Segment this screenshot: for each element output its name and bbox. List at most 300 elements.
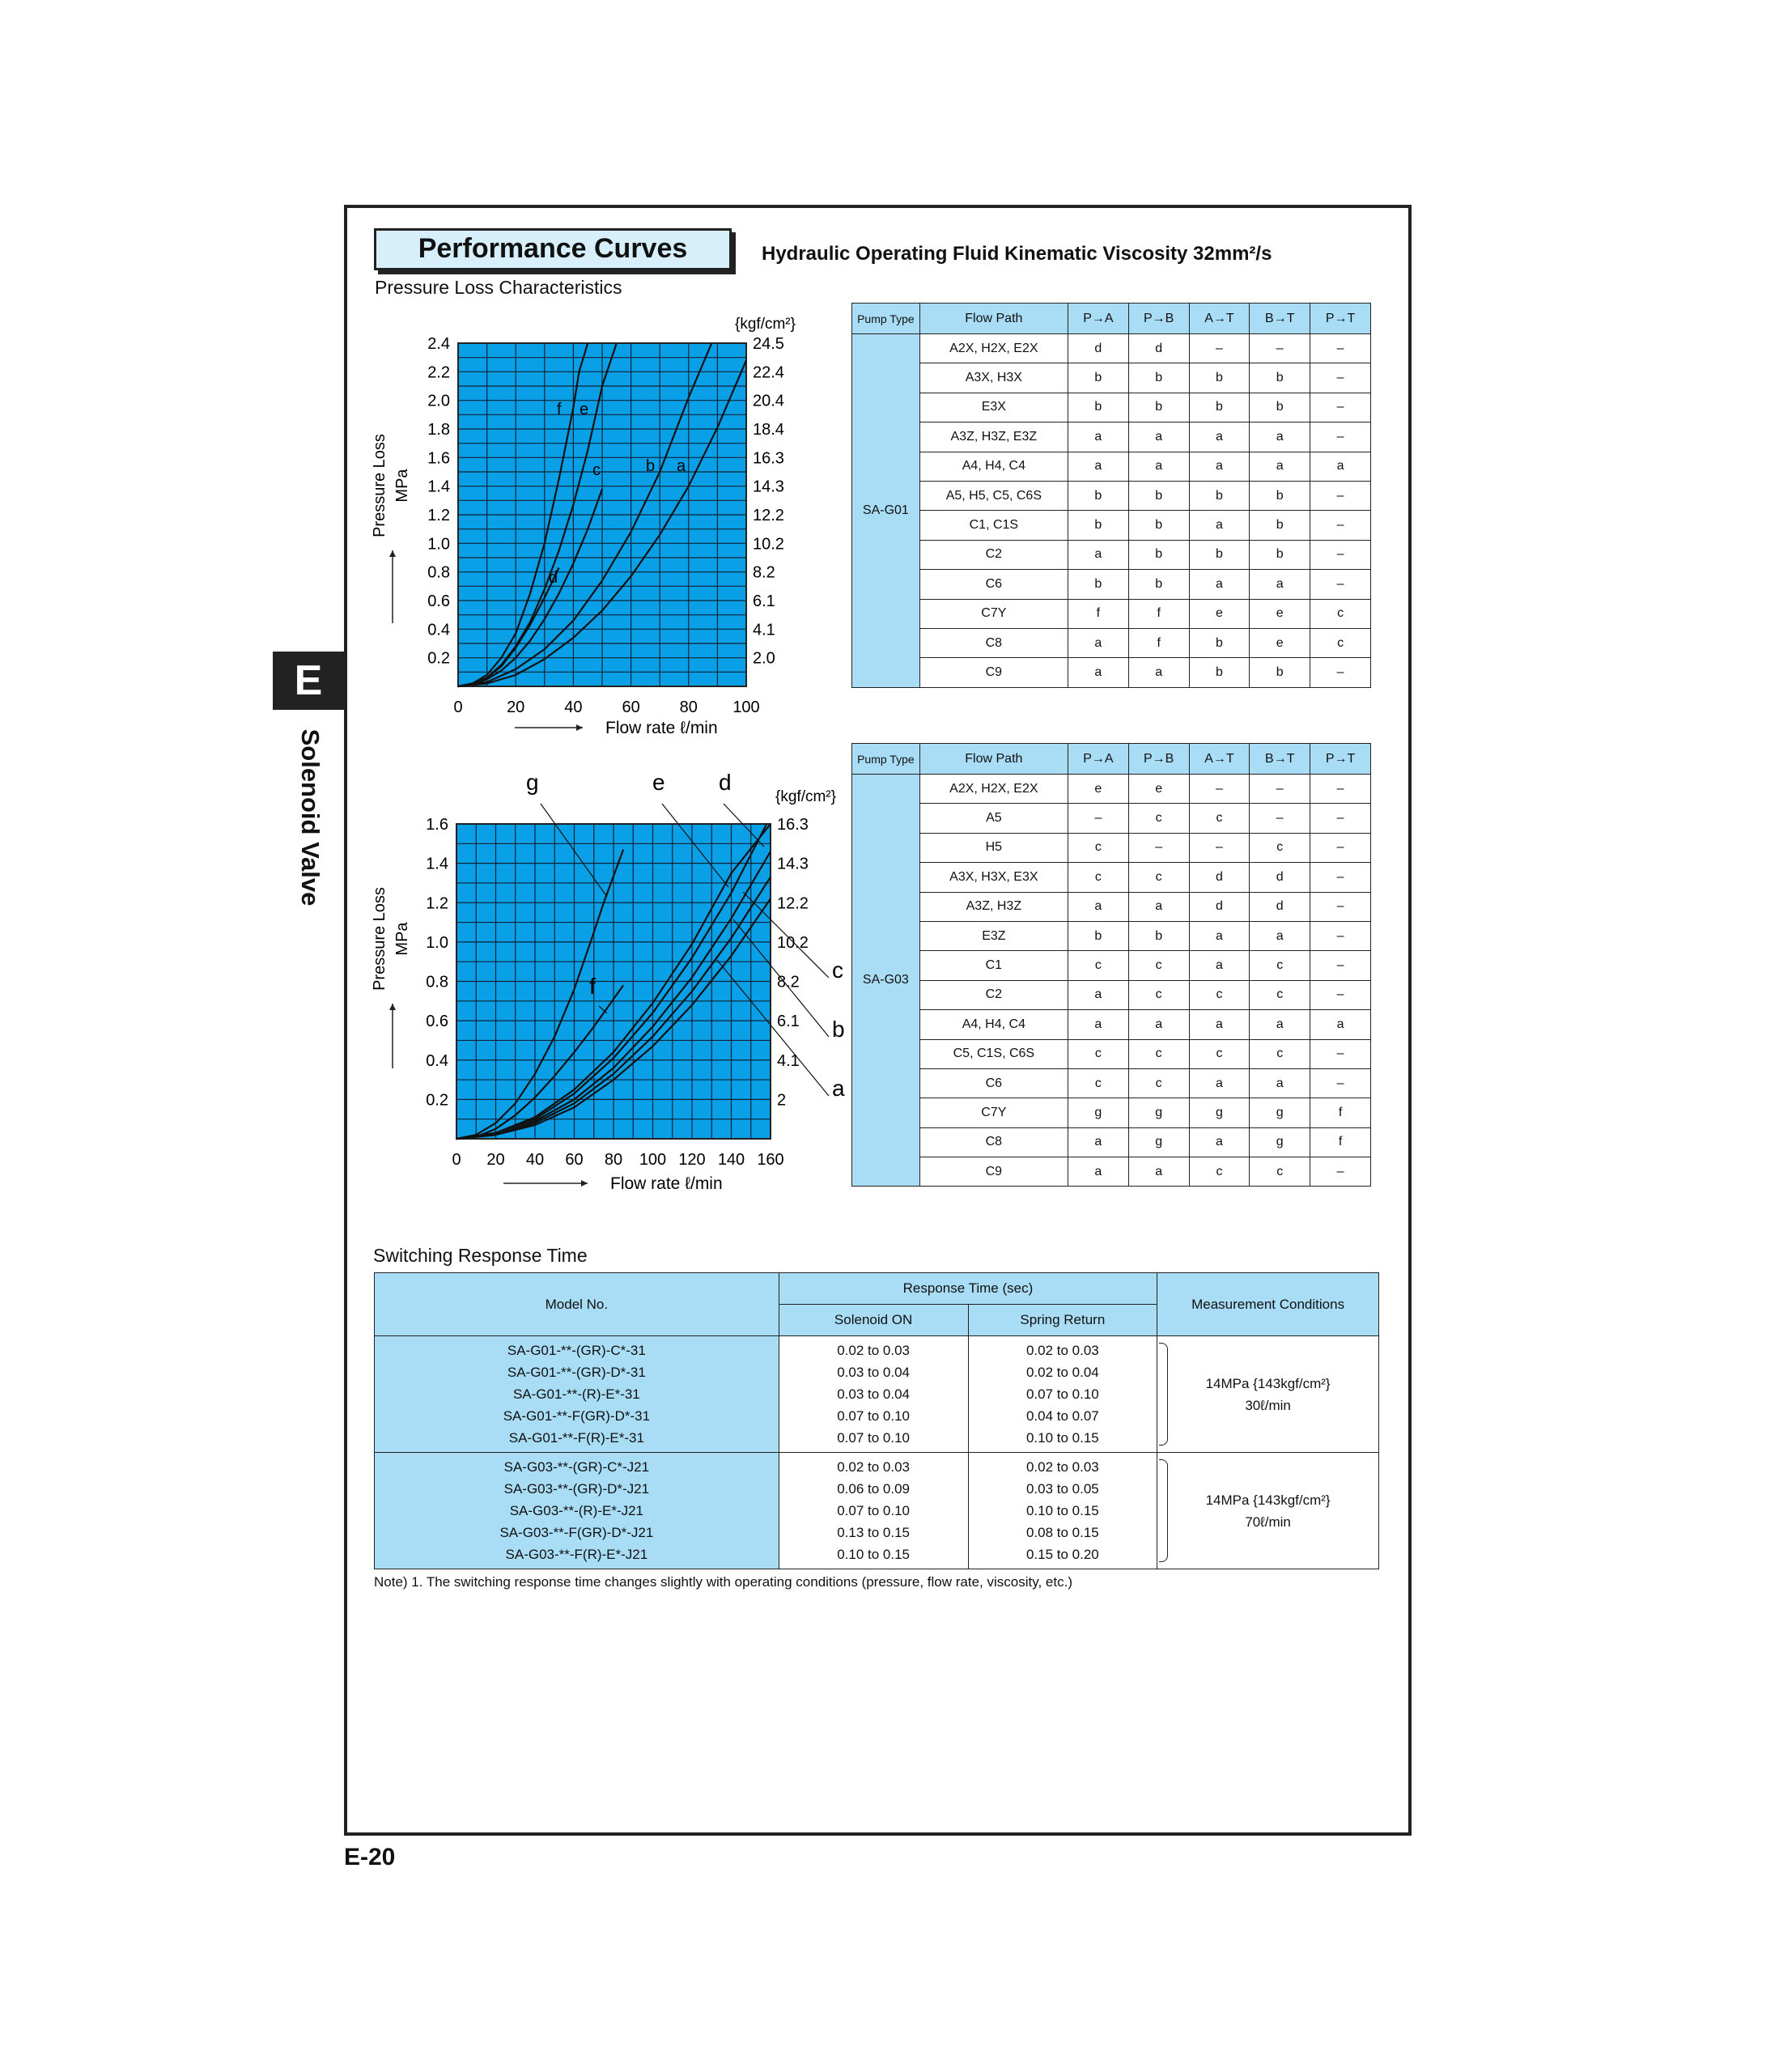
flow-path-cell: A5, H5, C5, C6S bbox=[919, 481, 1068, 510]
curve-cell: – bbox=[1310, 481, 1371, 510]
curve-cell: c bbox=[1250, 1039, 1310, 1068]
curve-cell: f bbox=[1068, 599, 1128, 628]
measurement-conditions bbox=[1157, 1453, 1379, 1569]
y2-tick-label: 6.1 bbox=[753, 592, 775, 610]
curve-cell: a bbox=[1189, 1127, 1250, 1157]
curve-cell: – bbox=[1189, 833, 1250, 862]
curve-cell: – bbox=[1250, 804, 1310, 833]
y-tick-label: 0.6 bbox=[427, 592, 450, 610]
flow-path-cell: H5 bbox=[919, 833, 1068, 862]
spring-return-values-line: 0.10 to 0.15 bbox=[1025, 1503, 1099, 1518]
table-row bbox=[852, 393, 1371, 422]
flow-path-cell: C5, C1S, C6S bbox=[919, 1039, 1068, 1068]
column-header: P→A bbox=[1068, 304, 1128, 334]
y-tick-label: 1.4 bbox=[426, 855, 448, 873]
section-tab: E bbox=[273, 652, 344, 710]
y2-tick-label: 2 bbox=[777, 1091, 787, 1110]
curve-cell: a bbox=[1128, 658, 1189, 687]
curve-cell: – bbox=[1310, 863, 1371, 892]
flow-path-cell: A5 bbox=[919, 804, 1068, 833]
curve-cell: a bbox=[1068, 980, 1128, 1009]
curve-cell: a bbox=[1250, 452, 1310, 481]
curve-cell: f bbox=[1310, 1127, 1371, 1157]
curve-cell: b bbox=[1189, 363, 1250, 393]
curve-cell: c bbox=[1128, 951, 1189, 980]
solenoid-on-values-line: 0.10 to 0.15 bbox=[837, 1547, 911, 1562]
model-list-line: SA-G03-**-(GR)-D*-J21 bbox=[503, 1481, 650, 1497]
y-tick-label: 2.0 bbox=[427, 392, 450, 410]
spring-return-values bbox=[968, 1453, 1157, 1569]
spring-return-values-line: 0.02 to 0.03 bbox=[1025, 1459, 1099, 1475]
curve-cell: b bbox=[1189, 393, 1250, 422]
flow-path-cell: C9 bbox=[919, 658, 1068, 687]
model-list-line: SA-G03-**-F(GR)-D*-J21 bbox=[499, 1525, 654, 1540]
curve-cell: a bbox=[1189, 921, 1250, 950]
y-tick-label: 2.4 bbox=[427, 335, 450, 353]
curve-cell: b bbox=[1189, 628, 1250, 657]
curve-cell: – bbox=[1128, 833, 1189, 862]
y2-unit-label: {kgf/cm²} bbox=[775, 788, 836, 805]
curve-cell: – bbox=[1310, 892, 1371, 921]
curve-cell: – bbox=[1310, 1157, 1371, 1187]
curve-cell: a bbox=[1128, 422, 1189, 452]
table-row bbox=[852, 363, 1371, 393]
switching-response-table bbox=[374, 1272, 1379, 1569]
column-header: P→B bbox=[1128, 304, 1189, 334]
flow-path-cell: A4, H4, C4 bbox=[919, 1010, 1068, 1039]
flow-path-cell: C6 bbox=[919, 570, 1068, 599]
pressure-loss-heading: Pressure Loss Characteristics bbox=[375, 277, 622, 298]
model-list-line: SA-G01-**-(GR)-C*-31 bbox=[507, 1343, 646, 1358]
solenoid-on-values-line: 0.07 to 0.10 bbox=[837, 1408, 911, 1424]
curve-cell: b bbox=[1250, 658, 1310, 687]
y-axis-title: Pressure Loss bbox=[371, 887, 388, 991]
y-tick-label: 1.0 bbox=[427, 535, 450, 554]
table-row bbox=[852, 658, 1371, 687]
arrow-head-icon bbox=[576, 724, 583, 731]
curve-cell: – bbox=[1310, 363, 1371, 393]
x-tick-label: 80 bbox=[604, 1151, 623, 1169]
model-list bbox=[375, 1453, 779, 1569]
x-axis-title: Flow rate ℓ/min bbox=[605, 719, 718, 737]
curve-cell: – bbox=[1250, 775, 1310, 804]
brace-icon bbox=[1159, 1343, 1168, 1446]
column-header: P→B bbox=[1128, 744, 1189, 775]
curve-cell: e bbox=[1250, 599, 1310, 628]
curve-cell: b bbox=[1128, 393, 1189, 422]
curve-cell: c bbox=[1189, 804, 1250, 833]
spring-return-values-line: 0.02 to 0.04 bbox=[1025, 1365, 1099, 1380]
y-tick-label: 1.4 bbox=[427, 478, 450, 496]
curve-cell: a bbox=[1068, 658, 1128, 687]
x-tick-label: 0 bbox=[453, 698, 463, 716]
curve-cell: b bbox=[1128, 511, 1189, 540]
solenoid-on-values bbox=[779, 1336, 968, 1453]
table-row bbox=[852, 804, 1371, 833]
curve-cell: f bbox=[1310, 1098, 1371, 1127]
curve-cell: e bbox=[1068, 775, 1128, 804]
curve-cell: b bbox=[1128, 570, 1189, 599]
series-label-e: e bbox=[580, 401, 589, 418]
model-list bbox=[375, 1336, 779, 1453]
curve-cell: b bbox=[1068, 921, 1128, 950]
arrow-head-icon bbox=[389, 550, 396, 557]
spring-return-values-line: 0.10 to 0.15 bbox=[1025, 1430, 1099, 1446]
curve-cell: b bbox=[1250, 511, 1310, 540]
curve-cell: c bbox=[1128, 1068, 1189, 1098]
model-header: Model No. bbox=[375, 1273, 779, 1336]
curve-cell: a bbox=[1310, 452, 1371, 481]
y-tick-label: 0.4 bbox=[427, 621, 450, 639]
solenoid-on-values-line: 0.07 to 0.10 bbox=[837, 1503, 911, 1518]
y2-tick-label: 8.2 bbox=[777, 973, 800, 991]
table-row bbox=[852, 511, 1371, 540]
curve-cell: c bbox=[1189, 980, 1250, 1009]
x-tick-label: 80 bbox=[679, 698, 698, 716]
curve-cell: – bbox=[1310, 980, 1371, 1009]
series-label-f: f bbox=[589, 974, 596, 999]
curve-cell: c bbox=[1189, 1157, 1250, 1187]
x-axis-title: Flow rate ℓ/min bbox=[610, 1174, 723, 1193]
pump-type-cell: SA-G03 bbox=[852, 775, 920, 1187]
curve-cell: – bbox=[1189, 334, 1250, 363]
curve-cell: g bbox=[1250, 1127, 1310, 1157]
y2-tick-label: 8.2 bbox=[753, 563, 775, 582]
table-row bbox=[852, 1098, 1371, 1127]
curve-cell: a bbox=[1250, 1010, 1310, 1039]
column-header: A→T bbox=[1189, 304, 1250, 334]
curve-cell: c bbox=[1128, 1039, 1189, 1068]
x-tick-label: 100 bbox=[639, 1151, 667, 1169]
y-tick-label: 0.8 bbox=[426, 973, 448, 991]
curve-cell: a bbox=[1189, 570, 1250, 599]
column-header: Pump Type bbox=[852, 744, 920, 775]
column-header: P→T bbox=[1310, 744, 1371, 775]
table-row bbox=[852, 1157, 1371, 1187]
curve-cell: a bbox=[1068, 540, 1128, 569]
curve-cell: – bbox=[1310, 658, 1371, 687]
y-tick-label: 1.6 bbox=[426, 816, 448, 834]
curve-cell: b bbox=[1068, 511, 1128, 540]
page-number: E-20 bbox=[344, 1844, 396, 1870]
curve-cell: e bbox=[1250, 628, 1310, 657]
model-list-line: SA-G03-**-F(R)-E*-J21 bbox=[505, 1547, 648, 1562]
x-tick-label: 0 bbox=[452, 1151, 461, 1169]
curve-cell: a bbox=[1128, 1010, 1189, 1039]
brace-icon bbox=[1159, 1459, 1168, 1562]
y2-tick-label: 20.4 bbox=[753, 392, 784, 410]
flow-path-cell: C2 bbox=[919, 980, 1068, 1009]
curve-cell: d bbox=[1128, 334, 1189, 363]
y-tick-label: 0.4 bbox=[426, 1051, 448, 1070]
spring-return-values-line: 0.03 to 0.05 bbox=[1025, 1481, 1099, 1497]
x-tick-label: 40 bbox=[564, 698, 583, 716]
table-row bbox=[852, 334, 1371, 363]
y2-tick-label: 4.1 bbox=[753, 621, 775, 639]
page-title: Performance Curves bbox=[374, 228, 732, 270]
y-tick-label: 1.8 bbox=[427, 421, 450, 439]
curve-cell: a bbox=[1128, 1157, 1189, 1187]
y2-tick-label: 10.2 bbox=[753, 535, 784, 554]
curve-cell: a bbox=[1068, 1127, 1128, 1157]
flow-path-cell: A3Z, H3Z, E3Z bbox=[919, 422, 1068, 452]
y-axis-unit: MPa bbox=[393, 469, 411, 503]
flow-path-cell: C7Y bbox=[919, 1098, 1068, 1127]
flow-path-cell: C8 bbox=[919, 628, 1068, 657]
switching-response-heading: Switching Response Time bbox=[373, 1245, 588, 1266]
curve-cell: g bbox=[1128, 1098, 1189, 1127]
column-header: P→A bbox=[1068, 744, 1128, 775]
response-note: Note) 1. The switching response time changes slightly with operating conditions (pressure, flow rate, viscosity, etc.) bbox=[374, 1574, 1072, 1590]
curve-cell: – bbox=[1189, 775, 1250, 804]
conditions-header: Measurement Conditions bbox=[1157, 1273, 1379, 1336]
flow-path-cell: C1, C1S bbox=[919, 511, 1068, 540]
column-header: B→T bbox=[1250, 304, 1310, 334]
curve-cell: – bbox=[1310, 511, 1371, 540]
table-row bbox=[852, 1068, 1371, 1098]
response-group-row bbox=[375, 1336, 1379, 1453]
curve-cell: b bbox=[1068, 363, 1128, 393]
column-header: Flow Path bbox=[919, 304, 1068, 334]
spring-return-header: Spring Return bbox=[968, 1305, 1157, 1336]
column-header: Pump Type bbox=[852, 304, 920, 334]
curve-cell: e bbox=[1189, 599, 1250, 628]
flow-path-cell: A3Z, H3Z bbox=[919, 892, 1068, 921]
y2-tick-label: 4.1 bbox=[777, 1051, 800, 1070]
flow-path-cell: A2X, H2X, E2X bbox=[919, 334, 1068, 363]
arrow-head-icon bbox=[389, 1004, 396, 1010]
series-label-f: f bbox=[557, 401, 562, 418]
curve-cell: b bbox=[1128, 921, 1189, 950]
curve-cell: e bbox=[1128, 775, 1189, 804]
curve-cell: c bbox=[1189, 1039, 1250, 1068]
series-label-a: a bbox=[832, 1076, 845, 1101]
y2-tick-label: 6.1 bbox=[777, 1013, 800, 1031]
table-row bbox=[852, 570, 1371, 599]
table-row bbox=[852, 775, 1371, 804]
model-list-line: SA-G01-**-(GR)-D*-31 bbox=[507, 1365, 646, 1380]
y2-tick-label: 22.4 bbox=[753, 363, 784, 382]
curve-cell: c bbox=[1128, 804, 1189, 833]
curve-cell: d bbox=[1189, 863, 1250, 892]
model-list-line: SA-G01-**-F(R)-E*-31 bbox=[508, 1430, 644, 1446]
curve-cell: c bbox=[1068, 1039, 1128, 1068]
condition-line: 30ℓ/min bbox=[1245, 1397, 1291, 1413]
table-row bbox=[852, 1010, 1371, 1039]
curve-cell: a bbox=[1068, 892, 1128, 921]
curve-cell: a bbox=[1068, 422, 1128, 452]
solenoid-on-values-line: 0.02 to 0.03 bbox=[837, 1459, 911, 1475]
curve-cell: c bbox=[1250, 980, 1310, 1009]
spring-return-values-line: 0.15 to 0.20 bbox=[1025, 1547, 1099, 1562]
curve-cell: a bbox=[1128, 892, 1189, 921]
series-label-c: c bbox=[832, 957, 843, 983]
curve-cell: c bbox=[1068, 951, 1128, 980]
column-header: Flow Path bbox=[919, 744, 1068, 775]
series-label-e: e bbox=[652, 770, 665, 795]
table-row bbox=[852, 980, 1371, 1009]
flow-path-cell: C7Y bbox=[919, 599, 1068, 628]
flow-path-cell: E3Z bbox=[919, 921, 1068, 950]
series-label-a: a bbox=[677, 457, 686, 475]
curve-cell: a bbox=[1128, 452, 1189, 481]
y2-unit-label: {kgf/cm²} bbox=[735, 316, 796, 333]
curve-cell: g bbox=[1189, 1098, 1250, 1127]
pump-type-cell: SA-G01 bbox=[852, 334, 920, 688]
curve-cell: a bbox=[1250, 570, 1310, 599]
model-list-line: SA-G01-**-F(GR)-D*-31 bbox=[503, 1408, 651, 1424]
curve-cell: b bbox=[1068, 393, 1128, 422]
solenoid-on-values-line: 0.03 to 0.04 bbox=[837, 1386, 911, 1402]
series-label-d: d bbox=[549, 569, 558, 587]
arrow-head-icon bbox=[581, 1180, 588, 1187]
x-tick-label: 100 bbox=[732, 698, 760, 716]
curve-cell: b bbox=[1189, 481, 1250, 510]
y-tick-label: 0.8 bbox=[427, 563, 450, 582]
y2-tick-label: 18.4 bbox=[753, 421, 784, 439]
curve-cell: c bbox=[1128, 863, 1189, 892]
table-row bbox=[852, 833, 1371, 862]
curve-cell: b bbox=[1250, 363, 1310, 393]
table-row bbox=[852, 452, 1371, 481]
spring-return-values-line: 0.07 to 0.10 bbox=[1025, 1386, 1099, 1402]
y2-tick-label: 14.3 bbox=[753, 478, 784, 496]
curve-cell: b bbox=[1189, 658, 1250, 687]
table-row bbox=[852, 951, 1371, 980]
y-tick-label: 1.2 bbox=[427, 507, 450, 524]
series-label-b: b bbox=[832, 1017, 845, 1042]
curve-cell: a bbox=[1068, 452, 1128, 481]
flow-path-cell: C2 bbox=[919, 540, 1068, 569]
y2-tick-label: 16.3 bbox=[753, 449, 784, 468]
x-tick-label: 60 bbox=[565, 1151, 584, 1169]
y2-tick-label: 10.2 bbox=[777, 933, 809, 952]
y-tick-label: 1.2 bbox=[426, 894, 448, 913]
solenoid-on-values-line: 0.06 to 0.09 bbox=[837, 1481, 911, 1497]
table-row bbox=[852, 599, 1371, 628]
viscosity-subtitle: Hydraulic Operating Fluid Kinematic Viscosity 32mm²/s bbox=[762, 243, 1272, 265]
curve-cell: a bbox=[1068, 1157, 1128, 1187]
x-tick-label: 120 bbox=[678, 1151, 706, 1169]
curve-cell: – bbox=[1250, 334, 1310, 363]
table-row bbox=[852, 628, 1371, 657]
series-label-d: d bbox=[719, 770, 732, 795]
x-tick-label: 60 bbox=[622, 698, 640, 716]
curve-cell: b bbox=[1189, 540, 1250, 569]
curve-cell: d bbox=[1189, 892, 1250, 921]
curve-cell: c bbox=[1068, 863, 1128, 892]
flow-path-cell: C8 bbox=[919, 1127, 1068, 1157]
table-row bbox=[852, 863, 1371, 892]
curve-cell: c bbox=[1068, 833, 1128, 862]
model-list-line: SA-G03-**-(R)-E*-J21 bbox=[509, 1503, 644, 1518]
solenoid-on-values-line: 0.03 to 0.04 bbox=[837, 1365, 911, 1380]
y2-tick-label: 24.5 bbox=[753, 335, 784, 353]
solenoid-on-values-line: 0.13 to 0.15 bbox=[837, 1525, 911, 1540]
y-tick-label: 0.2 bbox=[426, 1091, 448, 1110]
table-row bbox=[852, 1127, 1371, 1157]
curve-cell: – bbox=[1310, 833, 1371, 862]
solenoid-on-header: Solenoid ON bbox=[779, 1305, 968, 1336]
curve-cell: – bbox=[1310, 1039, 1371, 1068]
curve-cell: – bbox=[1310, 540, 1371, 569]
flow-path-cell: A3X, H3X, E3X bbox=[919, 863, 1068, 892]
y2-tick-label: 2.0 bbox=[753, 649, 775, 668]
y-tick-label: 0.2 bbox=[427, 649, 450, 668]
curve-cell: b bbox=[1128, 363, 1189, 393]
response-time-header: Response Time (sec) bbox=[779, 1273, 1157, 1305]
curve-cell: a bbox=[1250, 1068, 1310, 1098]
column-header: B→T bbox=[1250, 744, 1310, 775]
curve-cell: – bbox=[1310, 951, 1371, 980]
spring-return-values-line: 0.04 to 0.07 bbox=[1025, 1408, 1099, 1424]
model-list-line: SA-G01-**-(R)-E*-31 bbox=[512, 1386, 640, 1402]
curve-cell: c bbox=[1128, 980, 1189, 1009]
spring-return-values-line: 0.02 to 0.03 bbox=[1025, 1343, 1099, 1358]
flow-path-table-sa-g01 bbox=[851, 303, 1371, 688]
y2-tick-label: 14.3 bbox=[777, 855, 809, 873]
curve-cell: a bbox=[1189, 1068, 1250, 1098]
curve-cell: b bbox=[1250, 540, 1310, 569]
curve-cell: – bbox=[1310, 804, 1371, 833]
curve-cell: c bbox=[1250, 1157, 1310, 1187]
curve-cell: d bbox=[1068, 334, 1128, 363]
curve-cell: b bbox=[1250, 393, 1310, 422]
y-tick-label: 1.6 bbox=[427, 449, 450, 468]
spring-return-values bbox=[968, 1336, 1157, 1453]
series-label-g: g bbox=[526, 770, 539, 795]
spring-return-values-line: 0.08 to 0.15 bbox=[1025, 1525, 1099, 1540]
y-axis-unit: MPa bbox=[393, 922, 411, 956]
y2-tick-label: 12.2 bbox=[777, 894, 809, 913]
condition-line: 14MPa {143kgf/cm²} bbox=[1205, 1375, 1331, 1391]
column-header: P→T bbox=[1310, 304, 1371, 334]
curve-cell: a bbox=[1250, 422, 1310, 452]
curve-cell: b bbox=[1128, 481, 1189, 510]
model-list-line: SA-G03-**-(GR)-C*-J21 bbox=[503, 1459, 650, 1475]
curve-cell: b bbox=[1068, 570, 1128, 599]
curve-cell: a bbox=[1189, 511, 1250, 540]
curve-cell: c bbox=[1068, 1068, 1128, 1098]
table-row bbox=[852, 892, 1371, 921]
table-row bbox=[852, 540, 1371, 569]
curve-cell: a bbox=[1189, 1010, 1250, 1039]
curve-cell: a bbox=[1068, 628, 1128, 657]
curve-cell: a bbox=[1189, 951, 1250, 980]
curve-cell: – bbox=[1310, 1068, 1371, 1098]
curve-cell: a bbox=[1250, 921, 1310, 950]
curve-cell: d bbox=[1250, 863, 1310, 892]
flow-path-cell: C1 bbox=[919, 951, 1068, 980]
section-side-label: Solenoid Valve bbox=[296, 728, 325, 906]
curve-cell: d bbox=[1250, 892, 1310, 921]
curve-cell: – bbox=[1310, 570, 1371, 599]
flow-path-cell: A2X, H2X, E2X bbox=[919, 775, 1068, 804]
curve-cell: c bbox=[1250, 951, 1310, 980]
curve-cell: – bbox=[1310, 921, 1371, 950]
curve-cell: a bbox=[1189, 422, 1250, 452]
curve-cell: – bbox=[1310, 334, 1371, 363]
flow-path-cell: C6 bbox=[919, 1068, 1068, 1098]
curve-cell: g bbox=[1068, 1098, 1128, 1127]
solenoid-on-values-line: 0.02 to 0.03 bbox=[837, 1343, 911, 1358]
y-tick-label: 2.2 bbox=[427, 363, 450, 382]
curve-cell: a bbox=[1310, 1010, 1371, 1039]
table-row bbox=[852, 422, 1371, 452]
series-label-b: b bbox=[646, 457, 656, 475]
curve-cell: c bbox=[1310, 628, 1371, 657]
y-tick-label: 1.0 bbox=[426, 933, 448, 952]
